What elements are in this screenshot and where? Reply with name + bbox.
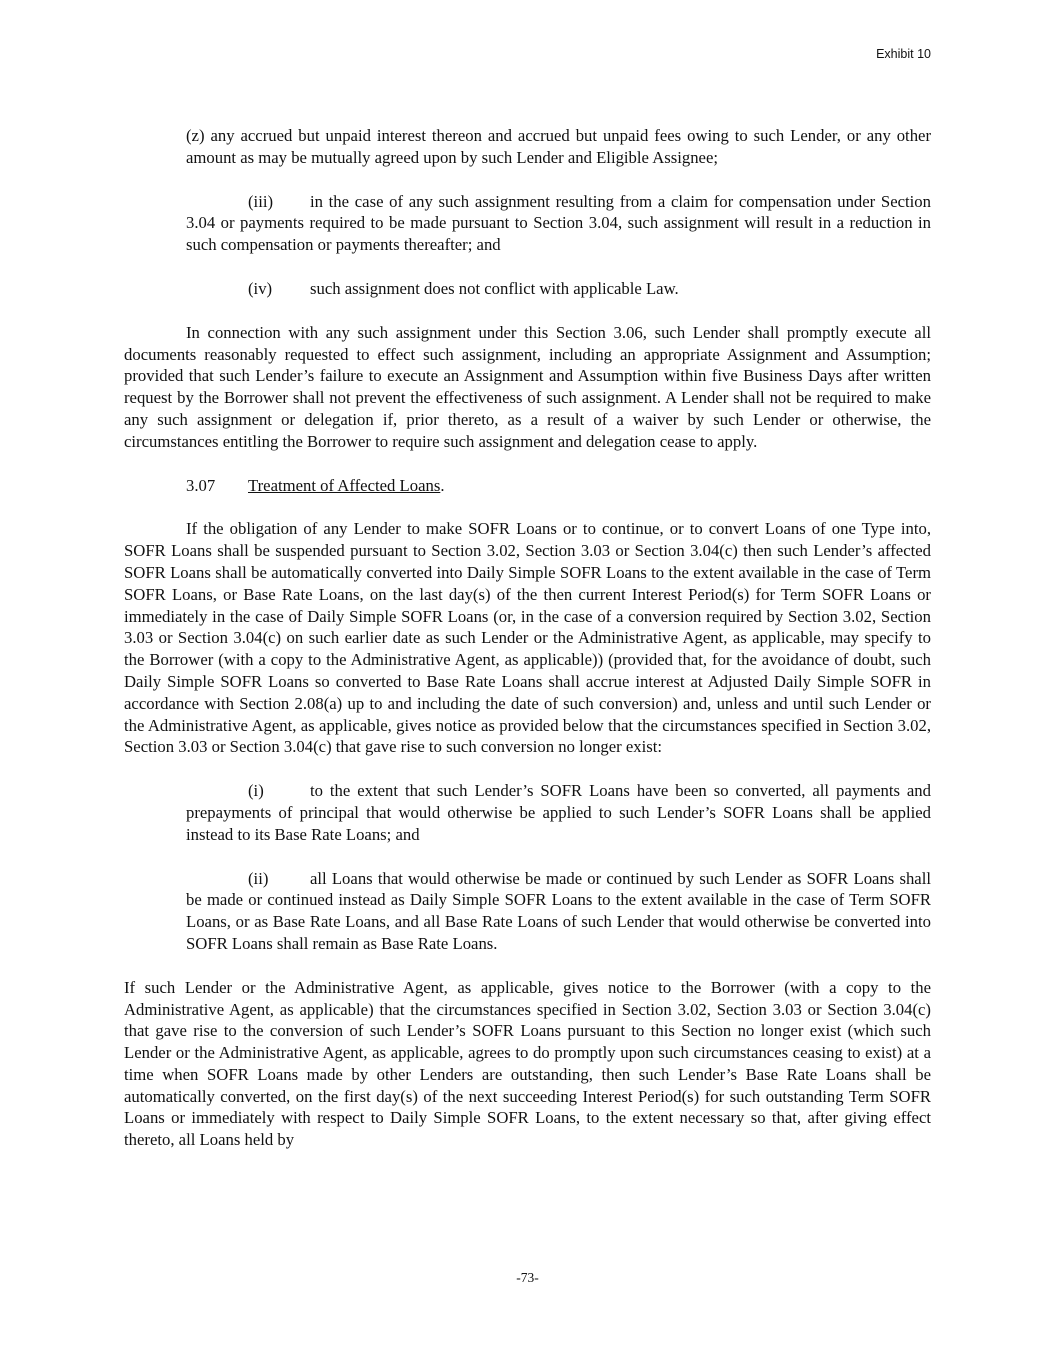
list-item-text: in the case of any such assignment resulting from a claim for compensation under Section 3.04 or payments required to be made pursuant to Section 3.04, such assignment will result in a reduction in such compensation or payments thereafter; and [186, 191, 931, 255]
list-item-ii [186, 868, 931, 955]
list-item-text: to the extent that such Lender’s SOFR Loans have been so converted, all payments and prepayments of principal that would otherwise be applied to such Lender’s SOFR Loans shall be applied instead to its Base Rate Loans; and [186, 781, 931, 844]
section-title: Treatment of Affected Loans [248, 475, 441, 495]
list-item-number: (i) [248, 781, 264, 801]
list-item-iii [186, 191, 931, 256]
section-heading-3-07 [186, 475, 931, 497]
list-item-text: such assignment does not conflict with applicable Law. [310, 278, 679, 298]
exhibit-label: Exhibit 10 [876, 47, 931, 61]
list-item-number: (ii) [248, 868, 269, 888]
page-number: -73- [516, 1270, 539, 1285]
section-number: 3.07 [186, 475, 216, 495]
list-item-number: (iii) [248, 191, 274, 211]
list-item-number: (iv) [248, 278, 273, 298]
section-title-period: . [440, 475, 445, 495]
paragraph-connection: In connection with any such assignment under this Section 3.06, such Lender shall promptly execute all documents reasonably requested to effect such assignment, including an appropriate Assignment and Assumption; provided that such Lender’s failure to execute an Assignment and Assumption within five Business Days after written request by the Borrower shall not prevent the effectiveness of such assignment. A Lender shall not be required to make any such assignment or delegation if, prior thereto, as a result of a waiver by such Lender or otherwise, the circumstances entitling the Borrower to require such assignment and delegation cease to apply. [124, 322, 931, 451]
list-item-text: all Loans that would otherwise be made or continued by such Lender as SOFR Loans shall be made or continued instead as Daily Simple SOFR Loans to the extent available in the case of Term SOFR Loans, or as Base Rate Loans, and all Base Rate Loans of such Lender that would otherwise be converted into SOFR Loans shall remain as Base Rate Loans. [186, 868, 931, 953]
paragraph-final: If such Lender or the Administrative Agent, as applicable, gives notice to the Borrower (with a copy to the Administrative Agent, as applicable) that the circumstances specified in Section 3.02, Section 3.03 or Section 3.04(c) that gave rise to the conversion of such Lender’s SOFR Loans pursuant to this Section no longer exist (which such Lender or the Administrative Agent, as applicable, agrees to do promptly upon such circumstances ceasing to exist) at a time when SOFR Loans made by other Lenders are outstanding, then such Lender’s Base Rate Loans shall be automatically converted, on the first day(s) of the next succeeding Interest Period(s) for such outstanding Term SOFR Loans or immediately with respect to Daily Simple SOFR Loans, to the extent necessary so that, after giving effect thereto, all Loans held by [124, 977, 931, 1150]
paragraph-z: (z) any accrued but unpaid interest thereon and accrued but unpaid fees owing to such Lender, or any other amount as may be mutually agreed upon by such Lender and Eligible Assignee; [186, 126, 931, 167]
document-body [124, 125, 931, 1173]
list-item-iv [186, 278, 931, 300]
list-item-i [186, 780, 931, 845]
paragraph-obligation: If the obligation of any Lender to make SOFR Loans or to continue, or to convert Loans of one Type into, SOFR Loans shall be suspended pursuant to Section 3.02, Section 3.03 or Section 3.04(c) then such Lender’s affected SOFR Loans shall be automatically converted into Daily Simple SOFR Loans to the extent available in the case of Term SOFR Loans, or Base Rate Loans, on the last day(s) of the then current Interest Period(s) for Term SOFR Loans or immediately in the case of Daily Simple SOFR Loans (or, in the case of a conversion required by Section 3.02, Section 3.03 or Section 3.04(c) on such earlier date as such Lender or the Administrative Agent, as applicable, may specify to the Borrower (with a copy to the Administrative Agent, as applicable)) (provided that, for the avoidance of doubt, such Daily Simple SOFR Loans so converted to Base Rate Loans shall accrue interest at Adjusted Daily Simple SOFR in accordance with Section 2.08(a) up to and including the date of such conversion) and, unless and until such Lender or the Administrative Agent, as applicable, gives notice as provided below that the circumstances specified in Section 3.02, Section 3.03 or Section 3.04(c) that gave rise to such conversion no longer exist: [124, 519, 931, 757]
